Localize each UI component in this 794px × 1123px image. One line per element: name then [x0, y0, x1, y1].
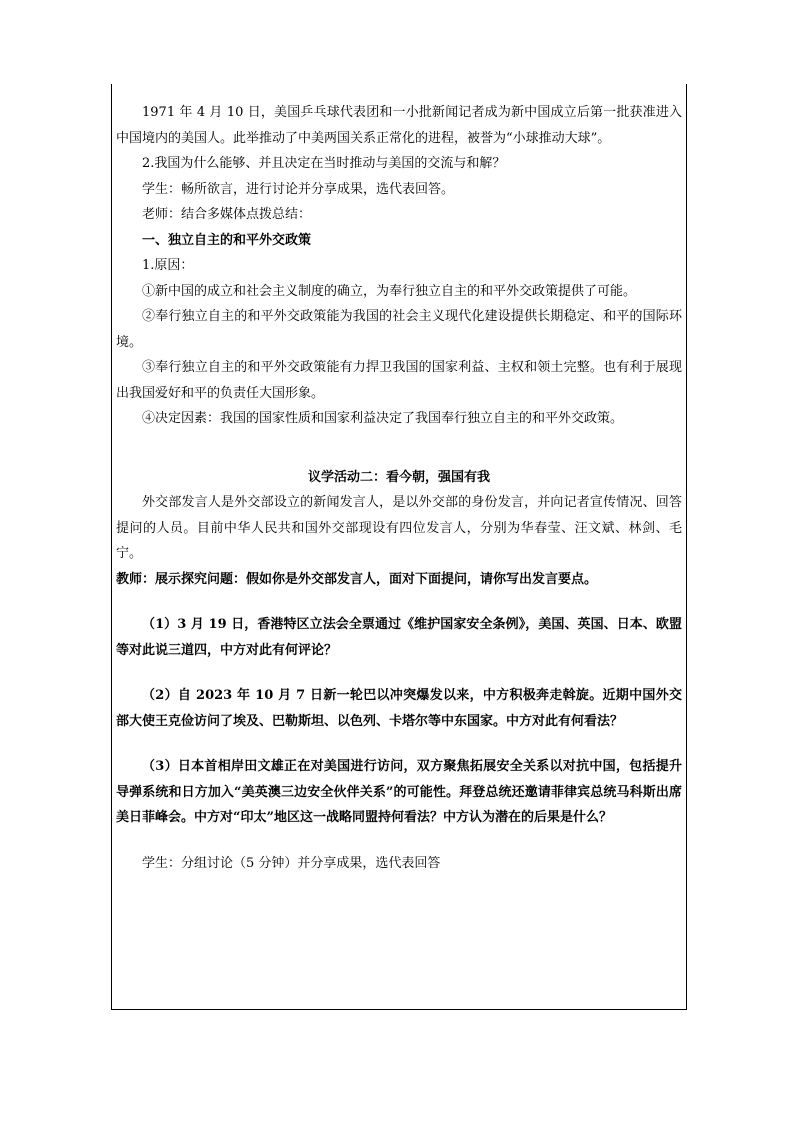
inquiry-question-3: （3）日本首相岸田文雄正在对美国进行访问，双方聚焦拓展安全关系以对抗中国，包括提升导弹系统和日方加入“美英澳三边安全伙伴关系”的可能性。拜登总统还邀请菲律宾总统马科斯出席美日菲峰会。中方对“印太”地区这一战略同盟持何看法？中方认为潜在的后果是什么？ — [116, 759, 682, 825]
section-heading: 一、独立自主的和平外交政策 — [142, 232, 312, 248]
spokesperson-intro: 外交部发言人是外交部设立的新闻发言人，是以外交部的身份发言，并向记者宣传情况、回答提问的人员。目前中华人民共和国外交部现设有四位发言人，分别为华春莹、汪文斌、林剑、毛宁。 — [116, 495, 682, 561]
student-group-discussion: 学生：分组讨论（5 分钟）并分享成果，选代表回答 — [142, 855, 441, 871]
inquiry-question-1: （1）3 月 19 日，香港特区立法会全票通过《维护国家安全条例》，美国、英国、日本、欧盟等对此说三道四，中方对此有何评论？ — [116, 617, 682, 658]
student-activity: 学生：畅所欲言，进行讨论并分享成果，选代表回答。 — [142, 181, 455, 197]
teacher-summary: 老师：结合多媒体点拨总结： — [142, 207, 312, 222]
teacher-task: 教师：展示探究问题：假如你是外交部发言人，面对下面提问，请你写出发言要点。 — [116, 571, 598, 587]
reason-3: ③奉行独立自主的和平外交政策能有力捍卫我国的国家利益、主权和领土完整。也有利于展现出我国爱好和平的负责任大国形象。 — [116, 360, 682, 401]
reason-4: ④决定因素：我国的国家性质和国家利益决定了我国奉行独立自主的和平外交政策。 — [142, 411, 624, 426]
inquiry-question-2: （2）自 2023 年 10 月 7 日新一轮巴以冲突爆发以来，中方积极奔走斡旋。近期中国外交部大使王克俭访问了埃及、巴勒斯坦、以色列、卡塔尔等中东国家。中方对此有何看法？ — [116, 688, 682, 729]
reason-1: ①新中国的成立和社会主义制度的确立，为奉行独立自主的和平外交政策提供了可能。 — [142, 283, 637, 299]
activity-2-title: 议学活动二：看今朝，强国有我 — [307, 469, 490, 485]
reason-2: ②奉行独立自主的和平外交政策能为我国的社会主义现代化建设提供长期稳定、和平的国际环境。 — [116, 309, 682, 350]
question-2: 2.我国为什么能够、并且决定在当时推动与美国的交流与和解？ — [142, 156, 506, 171]
reason-label: 1.原因： — [142, 258, 194, 273]
document-body — [116, 100, 682, 876]
history-paragraph: 1971 年 4 月 10 日，美国乒乓球代表团和一小批新闻记者成为新中国成立后第一批获准进入中国境内的美国人。此举推动了中美两国关系正常化的进程，被誉为“小球推动大球”。 — [116, 105, 682, 146]
